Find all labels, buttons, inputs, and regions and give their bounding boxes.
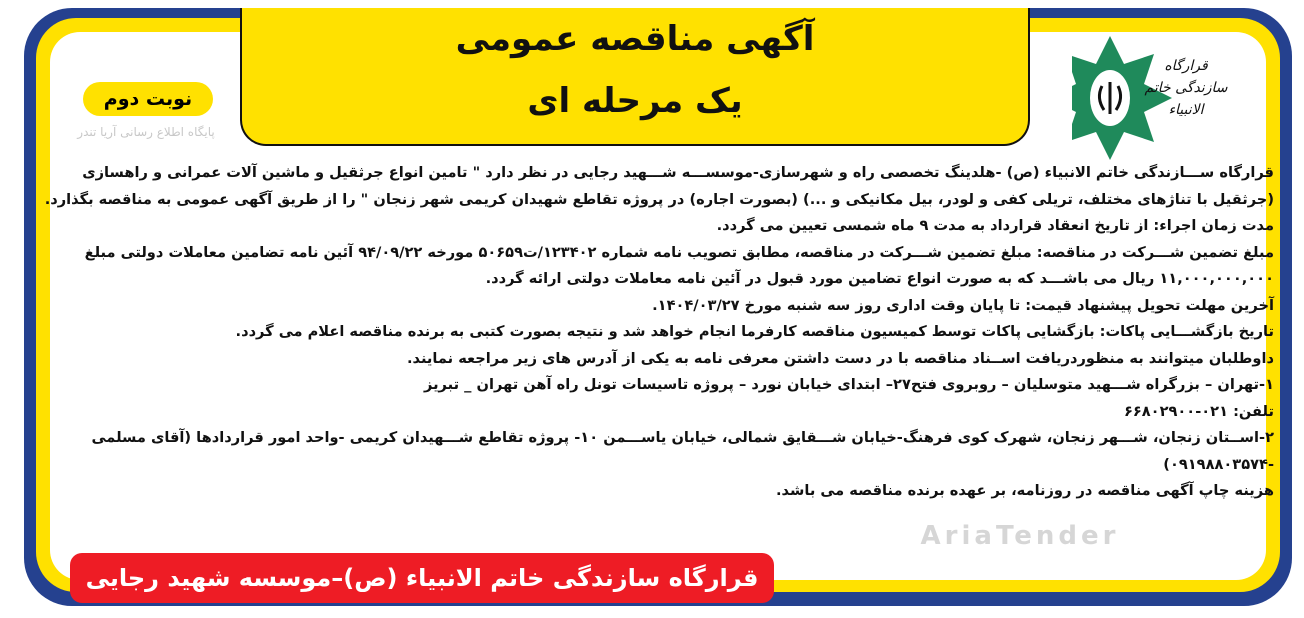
body-line: ۱۱,۰۰۰,۰۰۰,۰۰۰ ریال می باشـــد که به صورت انواع تضامین مورد قبول در آئین نامه معاملات دولتی ارائه گردد. (485, 270, 1274, 287)
footer-banner: قرارگاه سازندگی خاتم الانبیاء (ص)–موسسه شهید رجایی (70, 553, 774, 603)
title-box (240, 8, 1030, 146)
body-line: ۲-اســتان زنجان، شـــهر زنجان، شهرک کوی فرهنگ-خیابان شـــقایق شمالی، خیابان یاســـمن ۱۰- پروژه تقاطع شـــهیدان کریمی -واحد امور قراردادها (آقای مسلمی (91, 429, 1274, 446)
body-line: آخرین مهلت تحویل پیشنهاد قیمت: تا پایان وقت اداری روز سه شنبه مورخ ۱۴۰۴/۰۳/۲۷. (652, 296, 1274, 314)
body-line: مبلغ تضمین شـــرکت در مناقصه: مبلغ تضمین شـــرکت در مناقصه، مطابق تصویب نامه شماره ۱۲۳۴۰۲/ت۵۰۶۵۹ مورخه ۹۴/۰۹/۲۲ آئین نامه تضامین معاملات دولتی مبلغ (84, 243, 1274, 261)
watermark: AriaTender (920, 521, 1120, 551)
logo-text: قرارگاه سازندگی خاتم الانبیاء (1144, 58, 1228, 118)
body-line: ۱-تهران – بزرگراه شـــهید متوسلیان – روبروی فتح۲۷– ابتدای خیابان نورد – پروژه تاسیسات تونل راه آهن تهران _ تبریز (424, 376, 1274, 393)
title-line-2: یک مرحله ای (527, 81, 743, 121)
body-line: -۰۹۱۹۸۸۰۳۵۷۴) (1163, 455, 1274, 473)
body-line: تاریخ بازگشـــایی پاکات: بازگشایی پاکات توسط کمیسیون مناقصه کارفرما انجام خواهد شد و نتیجه بصورت کتبی به برنده مناقصه اعلام می گردد. (235, 323, 1274, 340)
body-line: قرارگاه ســـازندگی خاتم الانبیاء (ص) -هلدینگ تخصصی راه و شهرسازی-موسســـه شـــهید رجایی در نظر دارد " تامین انواع جرثقیل و ماشین آلات عمرانی و راهسازی (82, 164, 1274, 181)
title-line-1: آگهی مناقصه عمومی (455, 19, 815, 59)
body-line: هزینه چاپ آگهی مناقصه در روزنامه، بر عهده برنده مناقصه می باشد. (776, 482, 1274, 499)
body-line: (جرثقیل با تناژهای مختلف، تریلی کفی و لودر، بیل مکانیکی و ...) (بصورت اجاره) در پروژه تقاطع شهیدان کریمی شهر زنجان " را از طریق آگهی عمومی به مناقصه بگذارد. (44, 190, 1274, 208)
body-line: داوطلبان میتوانند به منظوردریافت اســناد مناقصه با در دست داشتن معرفی نامه به یکی از آدرس های زیر مراجعه نمایند. (406, 349, 1274, 367)
body-line: تلفن: ۰۲۱-۶۶۸۰۲۹۰۰ (1123, 402, 1274, 420)
body-line: مدت زمان اجراء: از تاریخ انعقاد قرارداد به مدت ۹ ماه شمسی تعیین می گردد. (716, 217, 1274, 234)
notice-body (44, 160, 1274, 505)
watermark-subtext: پایگاه اطلاع رسانی آریا تندر (77, 125, 215, 139)
round-badge: نوبت دوم (83, 82, 213, 116)
